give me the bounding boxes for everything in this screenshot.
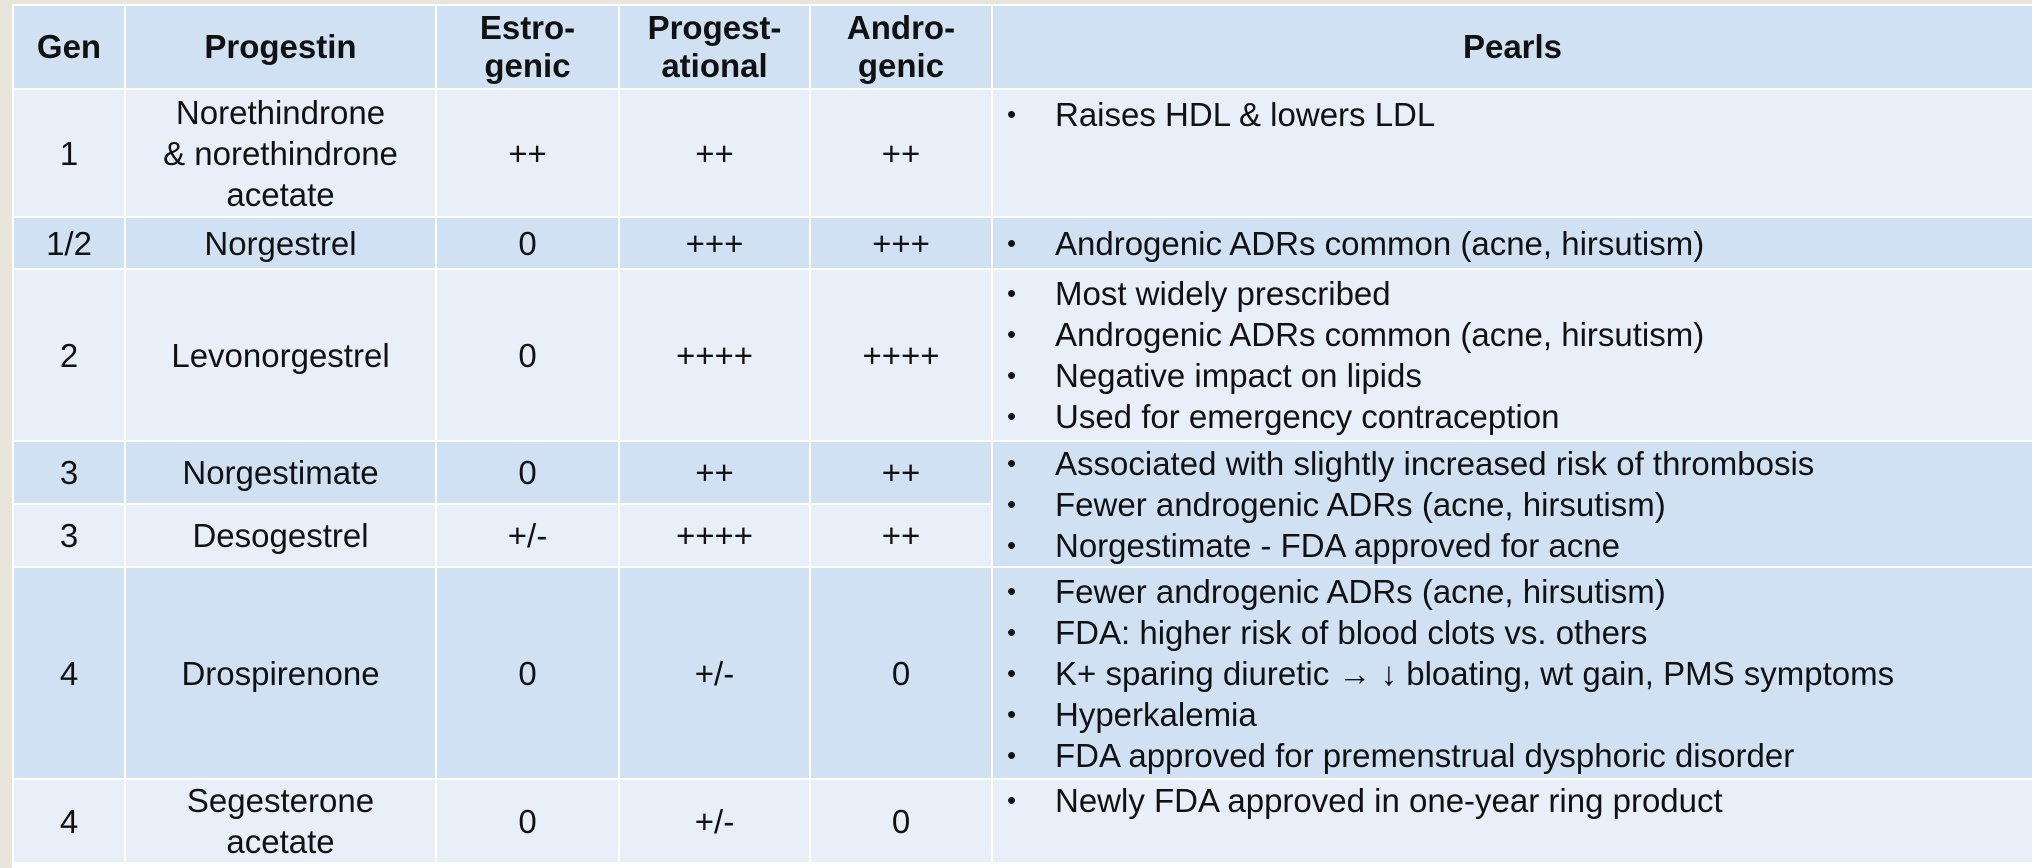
header-row	[13, 5, 2032, 89]
estrogenic-cell: 0	[436, 567, 619, 779]
progestational-cell: ++	[619, 89, 810, 217]
header-estrogenic-line-2: genic	[484, 47, 571, 84]
progestin-table	[12, 4, 2032, 864]
estrogenic-cell: 0	[436, 217, 619, 269]
estrogenic-cell: ++	[436, 89, 619, 217]
header-androgenic-line-1: Andro-	[846, 9, 956, 46]
pearl-item: • Fewer androgenic ADRs (acne, hirsutism)	[993, 571, 2032, 612]
header-androgenic-line-2: genic	[857, 47, 945, 84]
gen-cell: 4	[13, 779, 125, 863]
androgenic-cell: +++	[810, 217, 992, 269]
pearls-cell	[992, 441, 2032, 567]
table-row	[13, 567, 2032, 779]
pearls-cell	[992, 269, 2032, 441]
header-estrogenic-line-1: Estro-	[479, 9, 576, 46]
pearl-item: • Fewer androgenic ADRs (acne, hirsutism)	[993, 484, 2032, 525]
progestin-cell	[125, 89, 436, 217]
header-progestational-line-1: Progest-	[647, 9, 782, 46]
pearl-item: • Used for emergency contraception	[993, 396, 2032, 437]
pearl-item: • Androgenic ADRs common (acne, hirsutism)	[993, 223, 2032, 264]
header-pearls: Pearls	[992, 5, 2032, 89]
header-estrogenic	[436, 5, 619, 89]
pearls-cell	[992, 567, 2032, 779]
pearl-item: • Raises HDL & lowers LDL	[993, 94, 2032, 135]
gen-cell: 1/2	[13, 217, 125, 269]
pearls-cell	[992, 89, 2032, 217]
androgenic-cell: ++++	[810, 269, 992, 441]
pearl-item: • Newly FDA approved in one-year ring product	[993, 780, 2032, 821]
pearls-cell	[992, 779, 2032, 863]
progestin-line: acetate	[226, 175, 335, 213]
pearls-cell	[992, 217, 2032, 269]
progestational-cell: ++++	[619, 269, 810, 441]
progestin-line: Segesterone	[186, 782, 375, 819]
estrogenic-cell: 0	[436, 779, 619, 863]
header-progestational	[619, 5, 810, 89]
estrogenic-cell: 0	[436, 269, 619, 441]
pearls-list	[993, 780, 2032, 821]
estrogenic-cell: 0	[436, 441, 619, 504]
androgenic-cell: 0	[810, 567, 992, 779]
progestin-table-frame	[12, 4, 2032, 868]
pearl-item: • K+ sparing diuretic → ↓ bloating, wt gain, PMS symptoms	[993, 653, 2032, 694]
pearl-item: • FDA: higher risk of blood clots vs. others	[993, 612, 2032, 653]
estrogenic-cell: +/-	[436, 504, 619, 567]
progestin-line: acetate	[226, 823, 335, 860]
progestin-cell: Drospirenone	[125, 567, 436, 779]
progestational-cell: +/-	[619, 567, 810, 779]
progestin-line: & norethindrone	[163, 134, 398, 172]
pearl-item: • Androgenic ADRs common (acne, hirsutism)	[993, 314, 2032, 355]
progestin-cell: Levonorgestrel	[125, 269, 436, 441]
table-row	[13, 441, 2032, 504]
progestin-cell	[125, 779, 436, 863]
progestin-cell: Desogestrel	[125, 504, 436, 567]
table-row	[13, 89, 2032, 217]
table-row	[13, 217, 2032, 269]
gen-cell: 1	[13, 89, 125, 217]
gen-cell: 4	[13, 567, 125, 779]
progestational-cell: +/-	[619, 779, 810, 863]
gen-cell: 3	[13, 441, 125, 504]
pearls-list	[993, 223, 2032, 264]
progestational-cell: ++++	[619, 504, 810, 567]
pearls-list	[993, 571, 2032, 776]
gen-cell: 2	[13, 269, 125, 441]
androgenic-cell: ++	[810, 441, 992, 504]
pearl-item: • FDA approved for premenstrual dysphoric disorder	[993, 735, 2032, 776]
header-progestational-line-2: ational	[661, 47, 768, 84]
pearl-item: • Hyperkalemia	[993, 694, 2032, 735]
pearl-item: • Norgestimate - FDA approved for acne	[993, 525, 2032, 566]
table-row	[13, 269, 2032, 441]
androgenic-cell: ++	[810, 89, 992, 217]
progestational-cell: ++	[619, 441, 810, 504]
androgenic-cell: ++	[810, 504, 992, 567]
header-gen: Gen	[13, 5, 125, 89]
table-row	[13, 779, 2032, 863]
pearl-item: • Negative impact on lipids	[993, 355, 2032, 396]
header-progestin: Progestin	[125, 5, 436, 89]
progestin-cell: Norgestimate	[125, 441, 436, 504]
gen-cell: 3	[13, 504, 125, 567]
pearls-list	[993, 443, 2032, 566]
progestin-line: Norethindrone	[175, 93, 386, 131]
progestational-cell: +++	[619, 217, 810, 269]
progestin-cell: Norgestrel	[125, 217, 436, 269]
pearls-list	[993, 94, 2032, 135]
pearls-list	[993, 273, 2032, 437]
androgenic-cell: 0	[810, 779, 992, 863]
pearl-item: • Most widely prescribed	[993, 273, 2032, 314]
pearl-item: • Associated with slightly increased risk of thrombosis	[993, 443, 2032, 484]
header-androgenic	[810, 5, 992, 89]
